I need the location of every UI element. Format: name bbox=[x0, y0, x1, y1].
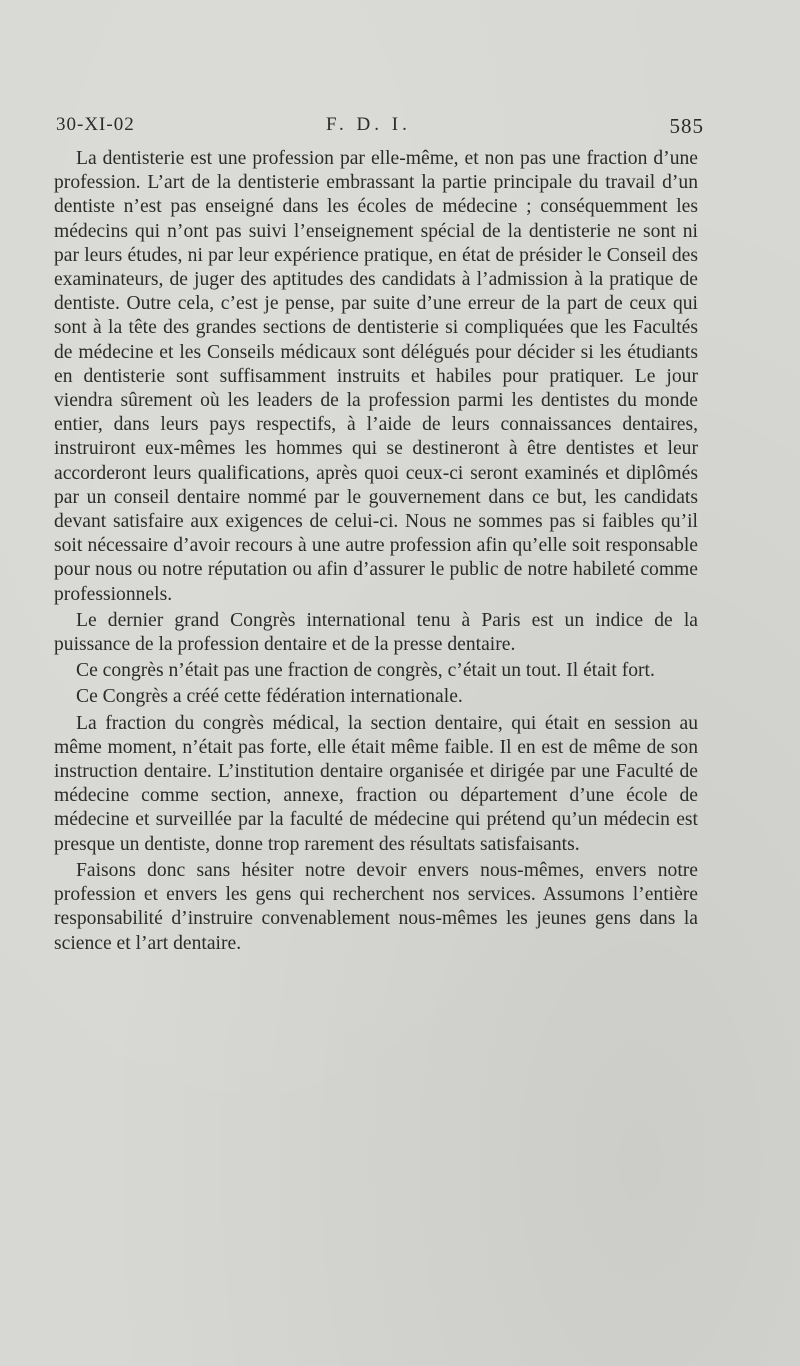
header-date: 30-XI-02 bbox=[56, 114, 135, 135]
paragraph-6: Faisons donc sans hésiter notre devoir envers nous-mêmes, envers notre profession et envers les gens qui recherchent nos services. Assumons l’entière responsabilité d’instruire convenablement nous-mêmes les jeunes gens dans la science et l’art dentaire. bbox=[54, 859, 698, 954]
running-header bbox=[56, 110, 704, 140]
paragraph-4: Ce Congrès a créé cette fédération internationale. bbox=[76, 686, 463, 708]
header-title: F. D. I. bbox=[326, 114, 411, 135]
paragraph-3: Ce congrès n’était pas une fraction de congrès, c’était un tout. Il était fort. bbox=[76, 660, 655, 682]
paragraph-2: Le dernier grand Congrès international tenu à Paris est un indice de la puissance de la profession dentaire et de la presse dentaire. bbox=[54, 609, 698, 656]
paragraph-1: La dentisterie est une profession par elle-même, et non pas une fraction d’une profession. L’art de la dentisterie embrassant la partie principale du travail d’un dentiste n’est pas enseigné dans les écoles de médecine ; conséquemment les médecins qui n’ont pas suivi l’enseignement spécial de la dentisterie ne sont ni par leurs études, ni par leur expérience pratique, en état de présider le Conseil des examinateurs, de juger des aptitudes des candidats à l’admission à la pratique de dentiste. Outre cela, c’est je pense, par suite d’une erreur de la part de ceux qui sont à la tête des grandes sections de dentisterie si compliquées que les Facultés de médecine et les Conseils médicaux sont délégués pour décider si les étudiants en dentisterie sont suffisamment instruits et habiles pour pratiquer. Le jour viendra sûrement où les leaders de la profession parmi les dentistes du monde entier, dans leurs pays respectifs, à l’aide de leurs connaissances dentaires, instruiront eux-mêmes les hommes qui se destineront à être dentistes et leur accorderont leurs qualifications, après quoi ceux-ci seront examinés et diplômés par un conseil dentaire nommé par le gouvernement dans ce but, les candidats devant satisfaire aux exigences de celui-ci. Nous ne sommes pas si faibles qu’il soit nécessaire d’avoir recours à une autre profession afin qu’elle soit responsable pour nous ou notre réputation ou afin d’assurer le public de notre habileté comme professionnels. bbox=[54, 148, 698, 605]
paragraph-5: La fraction du congrès médical, la section dentaire, qui était en session au même moment, n’était pas forte, elle était même faible. Il en est de même de son instruction dentaire. L’institution dentaire organisée et dirigée par une Faculté de médecine comme section, annexe, fraction ou département d’une école de médecine et surveillée par la faculté de médecine qui prétend qu’un médecin est presque un dentiste, donne trop rarement des résultats satisfaisants. bbox=[54, 712, 698, 855]
page-number: 585 bbox=[669, 114, 704, 138]
body-text bbox=[54, 147, 698, 958]
